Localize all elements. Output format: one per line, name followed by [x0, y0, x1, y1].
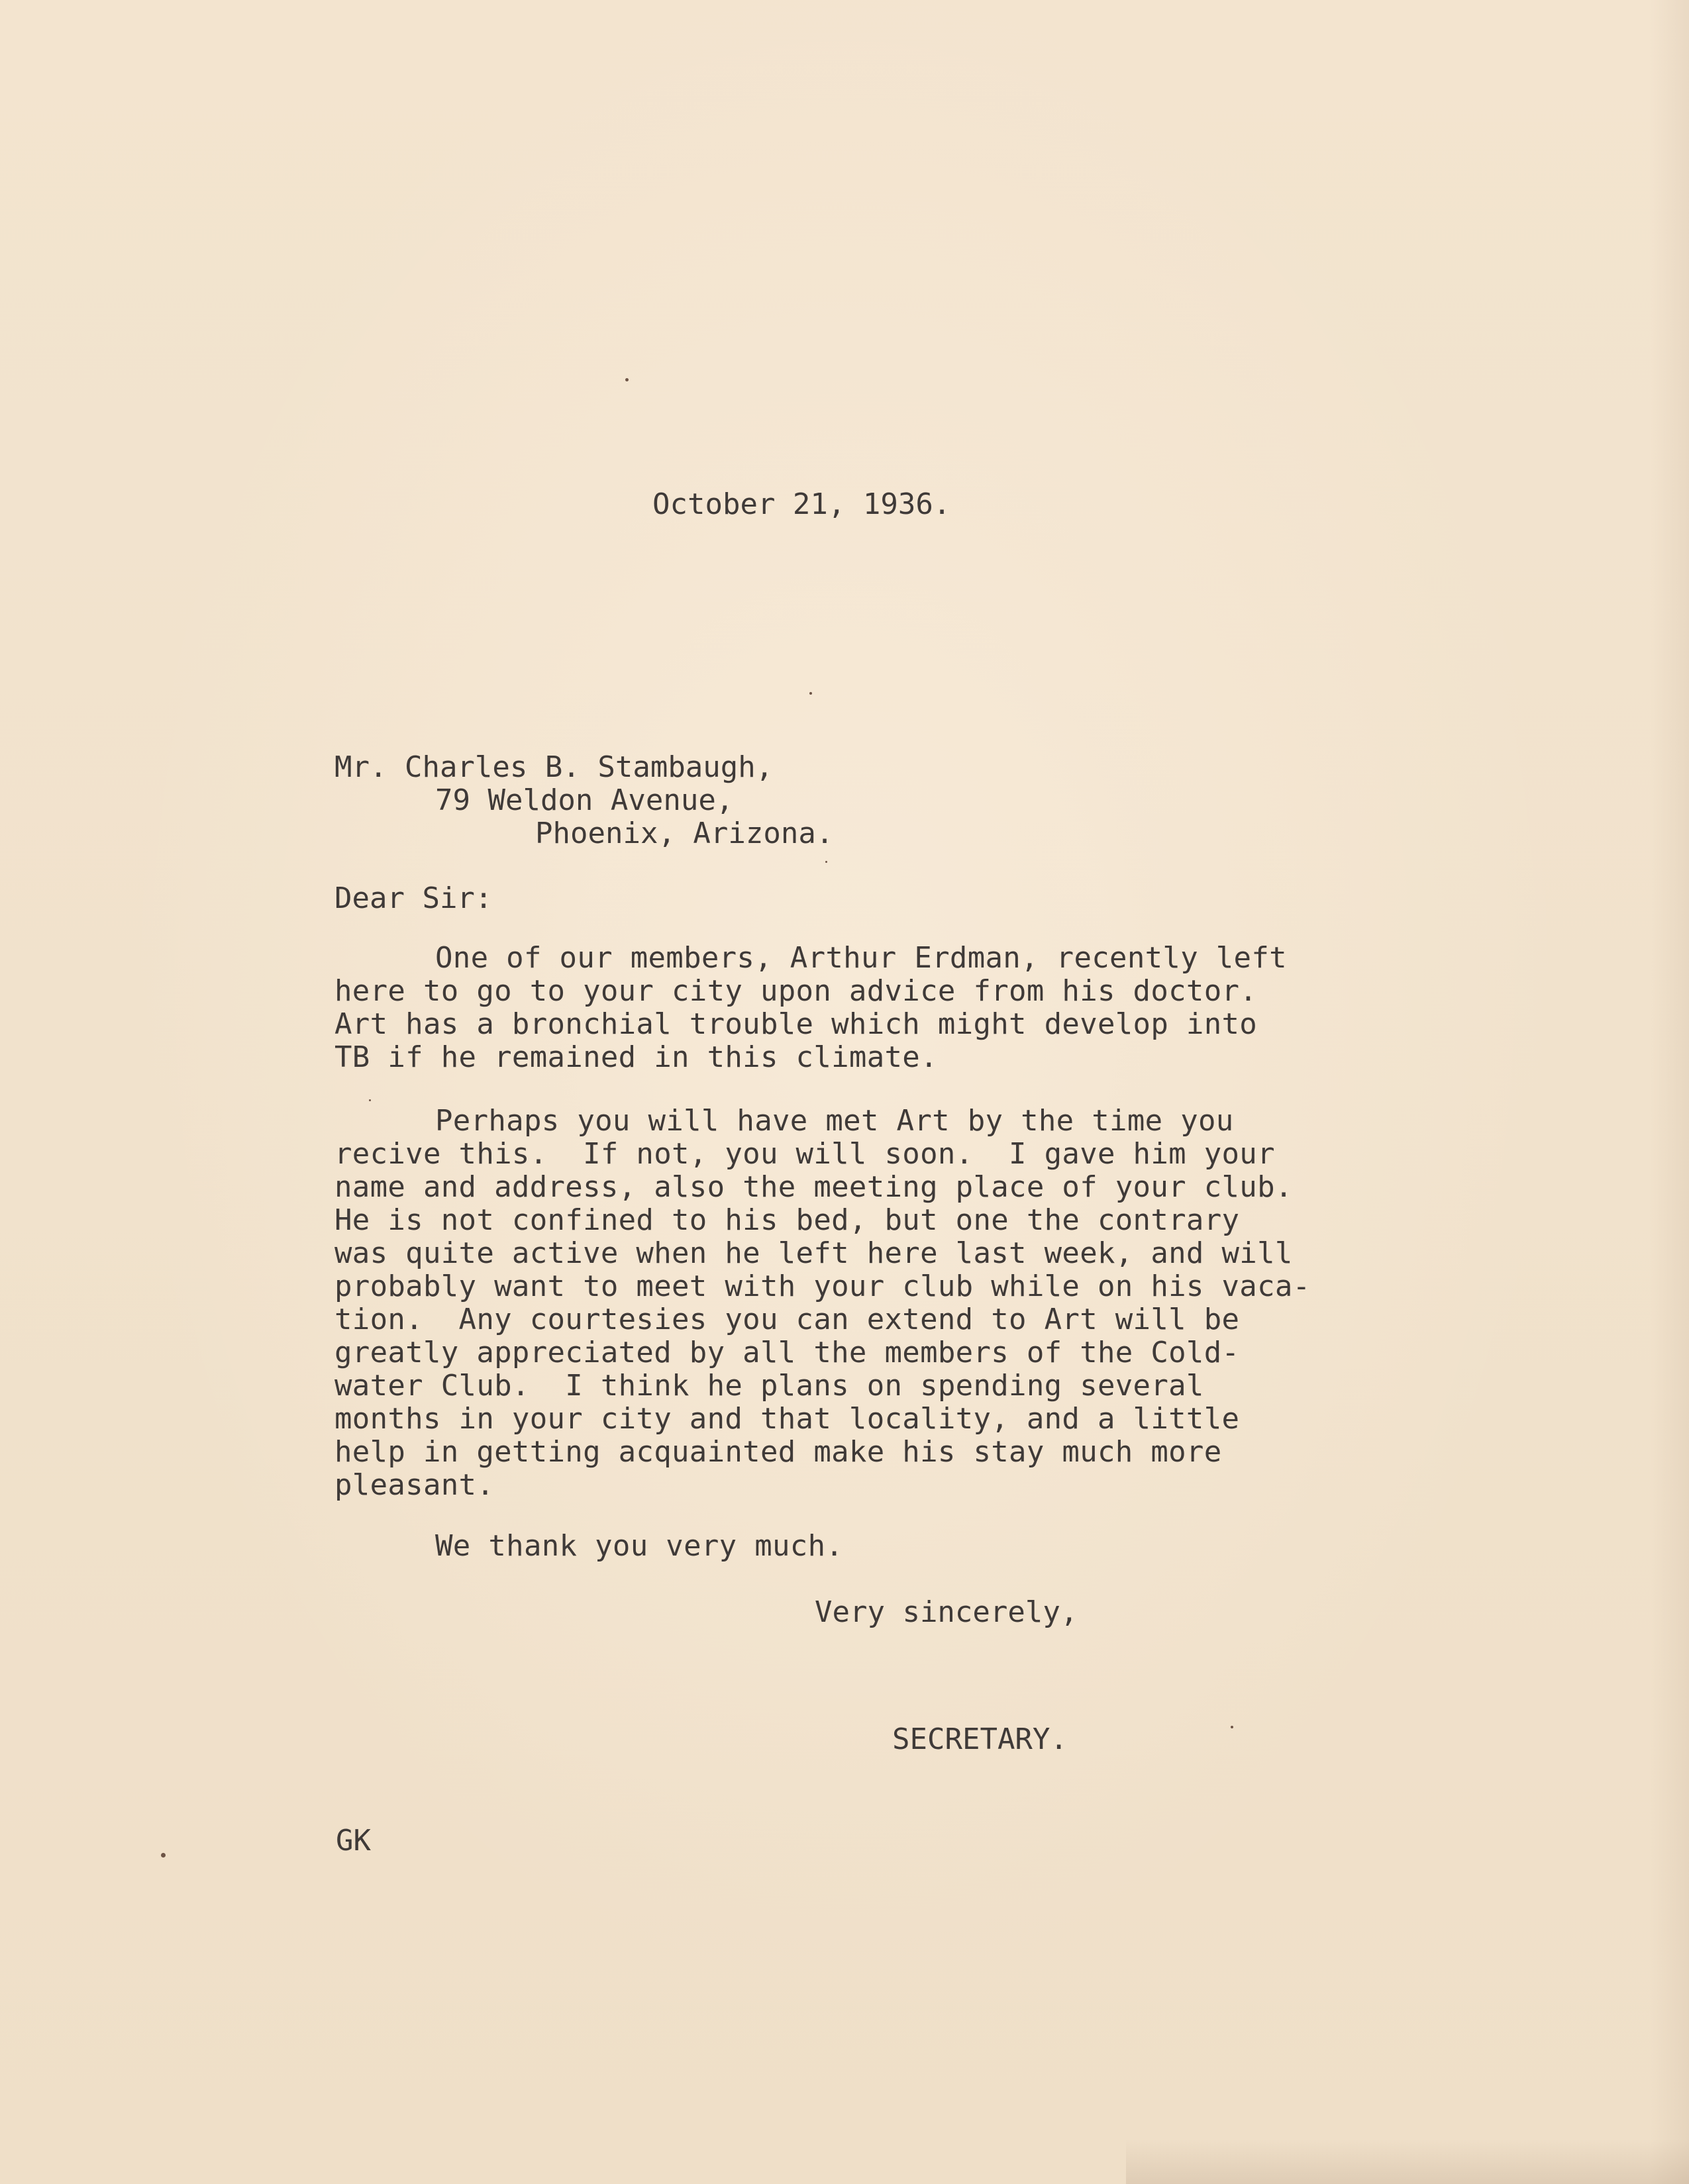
recipient-name-line: Mr. Charles B. Stambaugh,	[334, 750, 774, 784]
paragraph-2-line: months in your city and that locality, and a little	[334, 1402, 1240, 1436]
paragraph-2-line: help in getting acquainted make his stay much more	[334, 1435, 1222, 1469]
paragraph-2-line: tion. Any courtesies you can extend to Art will be	[334, 1303, 1240, 1336]
page-edge-shadow	[1649, 0, 1689, 2184]
paragraph-1-line: One of our members, Arthur Erdman, recently left	[435, 941, 1287, 975]
paper-speck	[1231, 1726, 1233, 1728]
typist-initials: GK	[336, 1824, 371, 1858]
paragraph-2-line: was quite active when he left here last week, and will	[334, 1236, 1293, 1270]
paragraph-2-line: recive this. If not, you will soon. I gave him your	[334, 1137, 1275, 1171]
recipient-city-line: Phoenix, Arizona.	[535, 817, 834, 850]
paper-speck	[625, 378, 629, 381]
paper-speck	[809, 692, 812, 695]
paragraph-2-line: water Club. I think he plans on spending several	[334, 1369, 1204, 1403]
letter-date: October 21, 1936.	[652, 487, 951, 521]
signature-title: SECRETARY.	[892, 1722, 1068, 1756]
recipient-street-line: 79 Weldon Avenue,	[435, 783, 734, 817]
paragraph-1-line: here to go to your city upon advice from his doctor.	[334, 974, 1258, 1008]
paragraph-2-line: greatly appreciated by all the members of the Cold-	[334, 1336, 1240, 1369]
paragraph-2-line: pleasant.	[334, 1468, 495, 1502]
closing: Very sincerely,	[815, 1595, 1078, 1629]
paragraph-2-line: Perhaps you will have met Art by the time you	[435, 1104, 1234, 1138]
paragraph-2-line: name and address, also the meeting place of your club.	[334, 1170, 1293, 1204]
paragraph-1-line: TB if he remained in this climate.	[334, 1040, 938, 1074]
page-bottom-curl	[1126, 2139, 1689, 2184]
salutation: Dear Sir:	[334, 881, 493, 915]
paragraph-3-line: We thank you very much.	[435, 1529, 844, 1563]
paper-speck	[161, 1853, 166, 1858]
paragraph-1-line: Art has a bronchial trouble which might develop into	[334, 1007, 1258, 1041]
paragraph-2-line: probably want to meet with your club while on his vaca-	[334, 1269, 1311, 1303]
paper-speck	[369, 1099, 371, 1101]
paper-speck	[825, 861, 827, 863]
paragraph-2-line: He is not confined to his bed, but one the contrary	[334, 1203, 1240, 1237]
